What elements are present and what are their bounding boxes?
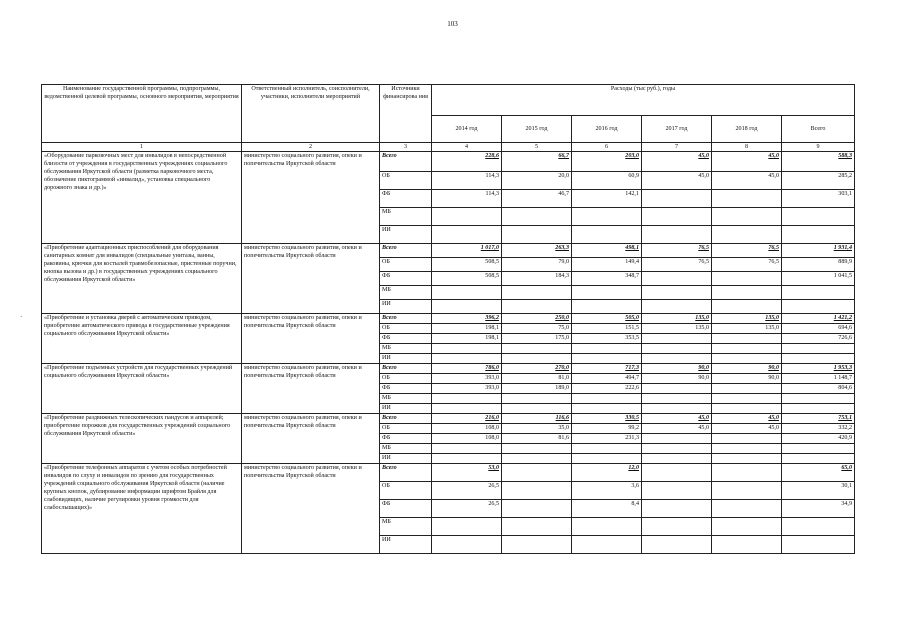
amount-year: 45,0: [712, 152, 782, 172]
table-row: [42, 464, 855, 482]
amount-total: 1 041,5: [782, 272, 855, 286]
amount-total: 1 148,7: [782, 374, 855, 384]
amount-year: [502, 394, 572, 404]
funding-source: ИИ: [380, 300, 432, 314]
amount-year: [572, 286, 642, 300]
amount-year: 45,0: [642, 414, 712, 424]
amount-year: 90,0: [642, 364, 712, 374]
funding-source: Всего: [380, 152, 432, 172]
amount-year: [642, 394, 712, 404]
amount-year: [712, 434, 782, 444]
amount-year: 45,0: [712, 414, 782, 424]
table-row: [42, 364, 855, 374]
amount-total: 1 421,2: [782, 314, 855, 324]
amount-year: [432, 394, 502, 404]
amount-year: 76,5: [712, 244, 782, 258]
activity-executor: министерство социального развития, опеки и попечительства Иркутской области: [242, 364, 380, 414]
amount-year: 135,0: [642, 314, 712, 324]
amount-year: 498,1: [572, 244, 642, 258]
activity-name: «Приобретение адаптационных приспособлений для оборудования санитарных комнат для инвалидов (специальные унитазы, ванны, раковины, крючки для костылей травмобезопасные, пристенные поручни, кнопка вызова и др.) в государственных учреждениях социального обслуживания Иркутской области»: [42, 244, 242, 314]
amount-year: [432, 454, 502, 464]
funding-source: МБ: [380, 518, 432, 536]
amount-year: 1 017,0: [432, 244, 502, 258]
header-year: 2018 год: [712, 116, 782, 143]
funding-source: МБ: [380, 394, 432, 404]
amount-year: [502, 208, 572, 226]
amount-year: [502, 300, 572, 314]
column-number: 9: [782, 143, 855, 152]
amount-total: 753,1: [782, 414, 855, 424]
amount-year: [712, 404, 782, 414]
amount-year: [572, 300, 642, 314]
amount-year: 184,3: [502, 272, 572, 286]
amount-year: [502, 454, 572, 464]
header-source: Источники финансирова ния: [380, 85, 432, 143]
funding-source: ФБ: [380, 190, 432, 208]
activity-executor: министерство социального развития, опеки и попечительства Иркутской области: [242, 414, 380, 464]
amount-year: [502, 444, 572, 454]
amount-year: 66,7: [502, 152, 572, 172]
amount-year: 76,5: [642, 258, 712, 272]
amount-total: 65,0: [782, 464, 855, 482]
amount-total: [782, 536, 855, 554]
amount-year: [712, 334, 782, 344]
funding-source: МБ: [380, 286, 432, 300]
funding-source: ОБ: [380, 324, 432, 334]
amount-year: [572, 344, 642, 354]
funding-source: ОБ: [380, 374, 432, 384]
amount-year: 114,3: [432, 190, 502, 208]
amount-year: 20,0: [502, 172, 572, 190]
amount-year: [572, 404, 642, 414]
amount-year: [712, 536, 782, 554]
funding-source: ИИ: [380, 454, 432, 464]
amount-year: 508,5: [432, 258, 502, 272]
header-year: 2016 год: [572, 116, 642, 143]
column-number: 1: [42, 143, 242, 152]
amount-year: 81,0: [502, 374, 572, 384]
amount-total: [782, 300, 855, 314]
amount-year: 189,0: [502, 384, 572, 394]
amount-year: 116,6: [502, 414, 572, 424]
funding-source: ИИ: [380, 226, 432, 244]
amount-total: [782, 344, 855, 354]
amount-year: [712, 500, 782, 518]
amount-year: [712, 518, 782, 536]
amount-total: [782, 354, 855, 364]
amount-year: 494,7: [572, 374, 642, 384]
amount-year: [432, 354, 502, 364]
activity-name: «Приобретение телефонных аппаратов с учетом особых потребностей инвалидов по слуху и инвалидов по зрению для государственных учреждений социального обслуживания Иркутской области (наличие крупных кнопок, дублирование информации шрифтом Брайля для слабовидящих, наличие регулировки уровня громкости для слабослышащих)»: [42, 464, 242, 554]
amount-year: 198,1: [432, 334, 502, 344]
amount-year: 175,0: [502, 334, 572, 344]
column-number: 4: [432, 143, 502, 152]
amount-total: [782, 286, 855, 300]
funding-source: ФБ: [380, 272, 432, 286]
amount-year: [712, 300, 782, 314]
amount-year: [502, 404, 572, 414]
amount-year: [642, 272, 712, 286]
amount-total: 30,1: [782, 482, 855, 500]
column-number: 8: [712, 143, 782, 152]
amount-year: [712, 454, 782, 464]
amount-year: 12,0: [572, 464, 642, 482]
amount-year: [712, 394, 782, 404]
funding-source: ФБ: [380, 434, 432, 444]
amount-year: 76,5: [712, 258, 782, 272]
amount-year: 60,9: [572, 172, 642, 190]
funding-source: ОБ: [380, 172, 432, 190]
header-expenses: Расходы (тыс руб.), годы: [432, 85, 855, 116]
funding-source: Всего: [380, 414, 432, 424]
amount-year: [572, 518, 642, 536]
column-number: 2: [242, 143, 380, 152]
amount-year: [642, 500, 712, 518]
amount-total: [782, 394, 855, 404]
amount-year: [642, 300, 712, 314]
amount-year: [642, 334, 712, 344]
amount-year: [642, 444, 712, 454]
amount-year: [642, 344, 712, 354]
amount-year: 222,6: [572, 384, 642, 394]
header-year: 2014 год: [432, 116, 502, 143]
amount-total: 889,9: [782, 258, 855, 272]
table-row: [42, 414, 855, 424]
amount-year: [502, 536, 572, 554]
amount-year: 45,0: [642, 172, 712, 190]
amount-year: [642, 454, 712, 464]
amount-year: [712, 482, 782, 500]
amount-year: 270,0: [502, 364, 572, 374]
header-program: Наименование государственной программы, подпрограммы, ведомственной целевой программы, основного мероприятия, мероприятия: [42, 85, 242, 143]
amount-year: 717,3: [572, 364, 642, 374]
amount-year: [642, 208, 712, 226]
amount-total: [782, 404, 855, 414]
amount-year: 135,0: [642, 324, 712, 334]
amount-year: [502, 226, 572, 244]
activity-executor: министерство социального развития, опеки и попечительства Иркутской области: [242, 152, 380, 244]
column-number: 6: [572, 143, 642, 152]
table-row: [42, 152, 855, 172]
amount-year: [572, 454, 642, 464]
column-number: 5: [502, 143, 572, 152]
amount-total: 804,6: [782, 384, 855, 394]
activity-name: «Оборудование парковочных мест для инвалидов в непосредственной близости от учреждения в государственных учреждениях социального обслуживания Иркутской области (разметка парковочного места, обозначение пиктограммой «инвалид», установка специального дорожного знака и др.)»: [42, 152, 242, 244]
amount-year: 250,0: [502, 314, 572, 324]
amount-year: 108,0: [432, 434, 502, 444]
amount-year: 348,7: [572, 272, 642, 286]
amount-year: [712, 190, 782, 208]
funding-source: ФБ: [380, 500, 432, 518]
amount-year: [642, 354, 712, 364]
amount-year: 786,0: [432, 364, 502, 374]
amount-total: 332,2: [782, 424, 855, 434]
amount-year: 330,5: [572, 414, 642, 424]
amount-year: 505,0: [572, 314, 642, 324]
amount-year: [642, 464, 712, 482]
amount-year: 231,3: [572, 434, 642, 444]
amount-total: [782, 444, 855, 454]
amount-year: 90,0: [712, 364, 782, 374]
amount-total: [782, 518, 855, 536]
amount-year: 76,5: [642, 244, 712, 258]
amount-year: 108,0: [432, 424, 502, 434]
amount-year: 263,3: [502, 244, 572, 258]
funding-source: МБ: [380, 444, 432, 454]
amount-year: 135,0: [712, 314, 782, 324]
activity-executor: министерство социального развития, опеки и попечительства Иркутской области: [242, 464, 380, 554]
amount-year: 75,0: [502, 324, 572, 334]
amount-total: 420,9: [782, 434, 855, 444]
amount-year: [642, 482, 712, 500]
amount-total: 726,6: [782, 334, 855, 344]
amount-year: 149,4: [572, 258, 642, 272]
amount-year: 353,5: [572, 334, 642, 344]
amount-total: [782, 226, 855, 244]
amount-year: [642, 518, 712, 536]
amount-year: 26,5: [432, 500, 502, 518]
amount-year: [712, 208, 782, 226]
header-total: Всего: [782, 116, 855, 143]
amount-year: [642, 434, 712, 444]
funding-source: Всего: [380, 244, 432, 258]
amount-year: 26,5: [432, 482, 502, 500]
amount-year: 203,0: [572, 152, 642, 172]
amount-year: 396,2: [432, 314, 502, 324]
amount-total: 303,1: [782, 190, 855, 208]
amount-year: 508,5: [432, 272, 502, 286]
funding-source: ФБ: [380, 334, 432, 344]
amount-year: 45,0: [642, 424, 712, 434]
amount-year: [432, 286, 502, 300]
column-number: 7: [642, 143, 712, 152]
amount-year: [712, 444, 782, 454]
amount-year: [502, 286, 572, 300]
amount-year: 151,5: [572, 324, 642, 334]
amount-total: 285,2: [782, 172, 855, 190]
amount-year: [432, 226, 502, 244]
amount-year: [642, 536, 712, 554]
amount-year: [572, 394, 642, 404]
amount-year: 46,7: [502, 190, 572, 208]
funding-source: Всего: [380, 314, 432, 324]
activity-executor: министерство социального развития, опеки и попечительства Иркутской области: [242, 314, 380, 364]
amount-year: 8,4: [572, 500, 642, 518]
amount-year: [432, 518, 502, 536]
amount-year: 45,0: [642, 152, 712, 172]
header-year: 2015 год: [502, 116, 572, 143]
activity-executor: министерство социального развития, опеки и попечительства Иркутской области: [242, 244, 380, 314]
amount-year: 142,1: [572, 190, 642, 208]
funding-source: ОБ: [380, 258, 432, 272]
amount-year: [502, 354, 572, 364]
amount-year: 53,0: [432, 464, 502, 482]
table-row: [42, 244, 855, 258]
page-number: 103: [447, 20, 458, 28]
funding-source: Всего: [380, 464, 432, 482]
amount-year: 45,0: [712, 424, 782, 434]
funding-source: ИИ: [380, 354, 432, 364]
activity-name: «Приобретение раздвижных телескопических пандусов и аппарелей; приобретение порожков для государственных учреждений социального обслуживания Иркутской области»: [42, 414, 242, 464]
activity-name: «Приобретение и установка дверей с автоматическим приводом, приобретение автоматического привода в государственные учреждения социального обслуживания Иркутской области»: [42, 314, 242, 364]
amount-year: [642, 404, 712, 414]
funding-source: ОБ: [380, 482, 432, 500]
amount-year: [502, 518, 572, 536]
amount-year: [712, 226, 782, 244]
amount-year: 99,2: [572, 424, 642, 434]
amount-total: 694,6: [782, 324, 855, 334]
amount-year: 114,3: [432, 172, 502, 190]
header-executor: Ответственный исполнитель, соисполнители, участники, исполнители мероприятий: [242, 85, 380, 143]
table-row: [42, 314, 855, 324]
table-body: [42, 152, 855, 554]
amount-year: [502, 482, 572, 500]
expenses-table: [41, 84, 855, 554]
funding-source: Всего: [380, 364, 432, 374]
amount-year: [712, 272, 782, 286]
funding-source: ОБ: [380, 424, 432, 434]
amount-year: [502, 464, 572, 482]
amount-year: 216,0: [432, 414, 502, 424]
amount-year: [712, 354, 782, 364]
amount-year: [572, 208, 642, 226]
amount-year: [572, 354, 642, 364]
amount-year: [432, 344, 502, 354]
amount-year: 35,0: [502, 424, 572, 434]
amount-year: [432, 300, 502, 314]
amount-year: 393,0: [432, 384, 502, 394]
amount-year: [572, 226, 642, 244]
activity-name: «Приобретение подъемных устройств для государственных учреждений социального обслуживания Иркутской области»: [42, 364, 242, 414]
amount-total: [782, 454, 855, 464]
amount-total: 34,9: [782, 500, 855, 518]
header-year: 2017 год: [642, 116, 712, 143]
amount-year: 90,0: [712, 374, 782, 384]
margin-mark: ·: [20, 313, 23, 321]
amount-year: [642, 226, 712, 244]
amount-year: 135,0: [712, 324, 782, 334]
funding-source: ИИ: [380, 536, 432, 554]
amount-year: 198,1: [432, 324, 502, 334]
amount-year: [642, 286, 712, 300]
funding-source: МБ: [380, 344, 432, 354]
amount-year: [432, 444, 502, 454]
amount-year: [432, 404, 502, 414]
amount-year: [712, 286, 782, 300]
amount-year: 45,0: [712, 172, 782, 190]
amount-year: [712, 464, 782, 482]
amount-year: [572, 444, 642, 454]
amount-year: 3,6: [572, 482, 642, 500]
amount-year: [502, 344, 572, 354]
funding-source: ФБ: [380, 384, 432, 394]
amount-year: 81,6: [502, 434, 572, 444]
amount-year: [642, 190, 712, 208]
amount-year: 79,0: [502, 258, 572, 272]
amount-year: [502, 500, 572, 518]
amount-year: [432, 208, 502, 226]
amount-year: [712, 384, 782, 394]
amount-total: [782, 208, 855, 226]
amount-year: [642, 384, 712, 394]
funding-source: ИИ: [380, 404, 432, 414]
amount-year: 393,0: [432, 374, 502, 384]
amount-year: 228,6: [432, 152, 502, 172]
amount-year: 90,0: [642, 374, 712, 384]
amount-year: [712, 344, 782, 354]
amount-total: 1 953,3: [782, 364, 855, 374]
amount-total: 1 931,4: [782, 244, 855, 258]
amount-total: 588,3: [782, 152, 855, 172]
amount-year: [432, 536, 502, 554]
amount-year: [572, 536, 642, 554]
funding-source: МБ: [380, 208, 432, 226]
column-number: 3: [380, 143, 432, 152]
